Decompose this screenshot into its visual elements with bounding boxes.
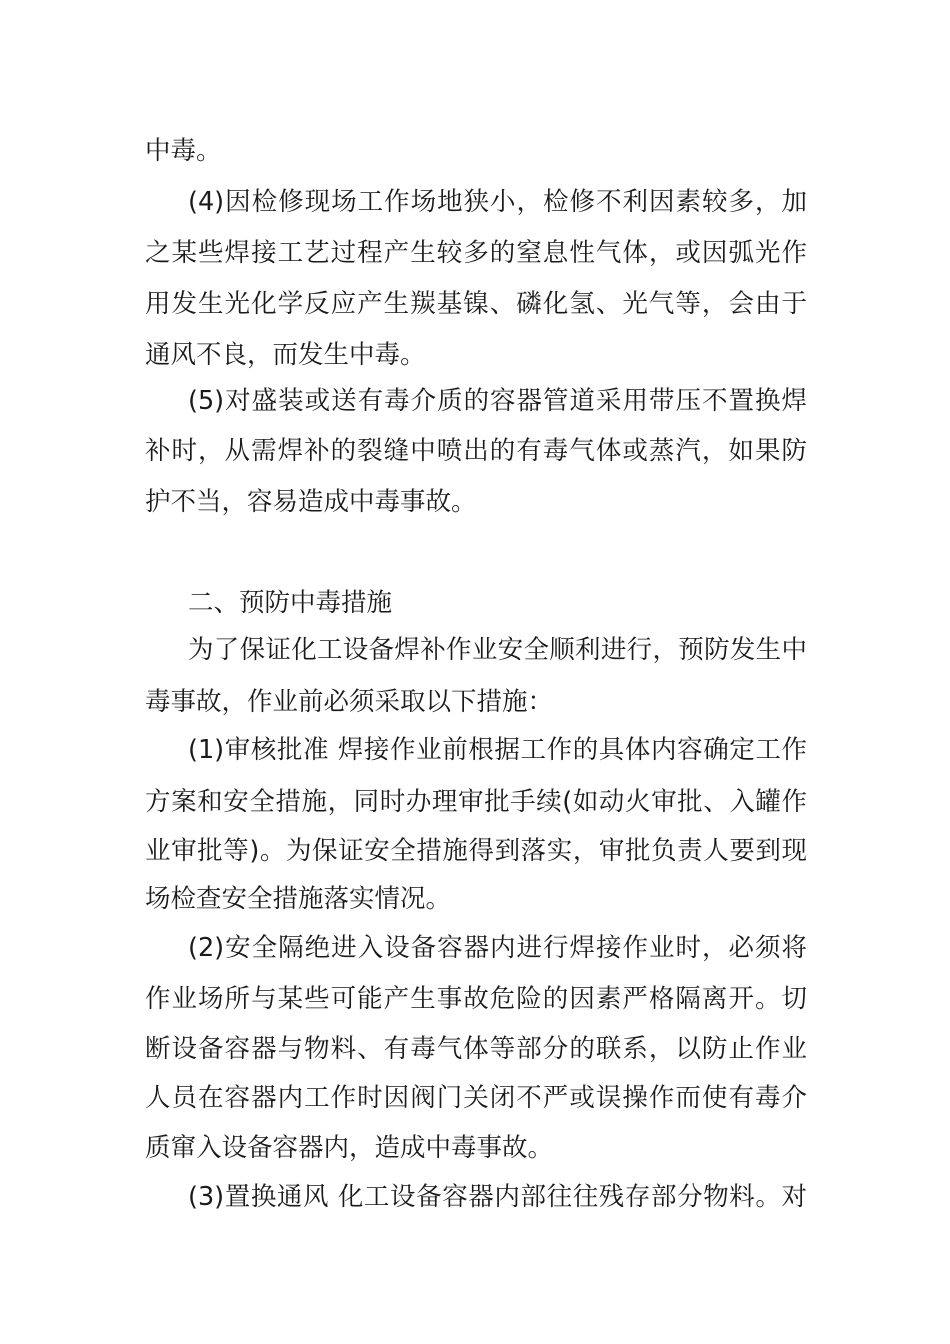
paragraph-line: 人员在容器内工作时因阀门关闭不严或误操作而使有毒介 bbox=[145, 1083, 807, 1113]
paragraph-line: 护不当，容易造成中毒事故。 bbox=[145, 487, 477, 517]
paragraph-line: (4)因检修现场工作场地狭小，检修不利因素较多，加 bbox=[188, 187, 807, 217]
paragraph-line: 中毒。 bbox=[145, 136, 222, 166]
paragraph-line: 为了保证化工设备焊补作业安全顺利进行，预防发生中 bbox=[188, 635, 807, 665]
paragraph-line: 毒事故，作业前必须采取以下措施： bbox=[145, 687, 554, 717]
section-heading: 二、预防中毒措施 bbox=[188, 588, 393, 618]
paragraph-line: 场检查安全措施落实情况。 bbox=[145, 884, 452, 914]
paragraph-line: (1)审核批准 焊接作业前根据工作的具体内容确定工作 bbox=[188, 735, 807, 765]
paragraph-line: 补时，从需焊补的裂缝中喷出的有毒气体或蒸汽，如果防 bbox=[145, 436, 807, 466]
paragraph-line: 业审批等)。为保证安全措施得到落实，审批负责人要到现 bbox=[145, 836, 807, 866]
paragraph-line: 质窜入设备容器内，造成中毒事故。 bbox=[145, 1133, 554, 1163]
paragraph-line: 用发生光化学反应产生羰基镍、磷化氢、光气等，会由于 bbox=[145, 289, 807, 319]
paragraph-line: (2)安全隔绝进入设备容器内进行焊接作业时，必须将 bbox=[188, 933, 807, 963]
paragraph-line: 断设备容器与物料、有毒气体等部分的联系，以防止作业 bbox=[145, 1034, 807, 1064]
paragraph-line: 方案和安全措施，同时办理审批手续(如动火审批、入罐作 bbox=[145, 787, 807, 817]
paragraph-line: (5)对盛装或送有毒介质的容器管道采用带压不置换焊 bbox=[188, 386, 807, 416]
paragraph-line: (3)置换通风 化工设备容器内部往往残存部分物料。对 bbox=[188, 1182, 807, 1212]
paragraph-line: 通风不良，而发生中毒。 bbox=[145, 340, 426, 370]
paragraph-line: 之某些焊接工艺过程产生较多的窒息性气体，或因弧光作 bbox=[145, 238, 807, 268]
paragraph-line: 作业场所与某些可能产生事故危险的因素严格隔离开。切 bbox=[145, 984, 807, 1014]
